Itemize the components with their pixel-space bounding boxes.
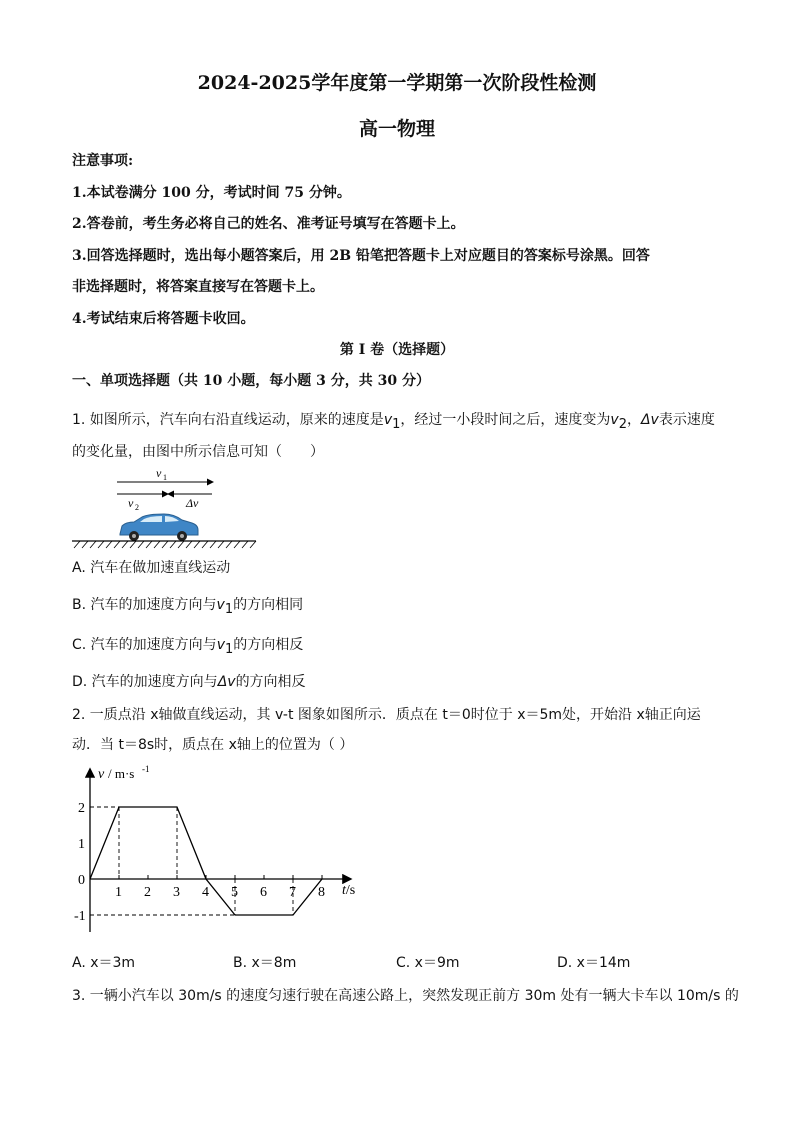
- fig-v1-label: v: [156, 466, 162, 480]
- x-tick-label: 1: [115, 885, 122, 900]
- q2-option-d[interactable]: D. x＝14m: [557, 955, 631, 971]
- q2-option-a[interactable]: A. x＝3m: [72, 955, 136, 971]
- y-axis-label: v: [98, 767, 105, 782]
- part-title: 第 I 卷（选择题）: [339, 342, 455, 358]
- exam-title: 2024-2025学年度第一学期第一次阶段性检测: [197, 72, 597, 94]
- fig-v2-label: v: [128, 496, 134, 510]
- subject-title: 高一物理: [358, 118, 435, 140]
- q1-option-a[interactable]: A. 汽车在做加速直线运动: [72, 560, 231, 576]
- fig-v1-sub: 1: [163, 473, 167, 482]
- note-item: 1.本试卷满分 100 分，考试时间 75 分钟。: [72, 185, 351, 201]
- q2-vt-chart: [70, 760, 370, 940]
- q2-option-c[interactable]: C. x＝9m: [396, 955, 460, 971]
- q3-stem-line1: 3. 一辆小汽车以 30m/s 的速度匀速行驶在高速公路上，突然发现正前方 30m 处有一辆大卡车以 10m/s 的: [72, 988, 739, 1004]
- x-tick-label: 2: [144, 885, 151, 900]
- q2-stem-line2: 动．当 t＝8s时，质点在 x轴上的位置为（ ）: [72, 737, 354, 753]
- q1-option-c[interactable]: C. 汽车的加速度方向与$v_1$的方向相反: [72, 637, 304, 657]
- y-axis-unit-exp: -1: [142, 764, 150, 774]
- y-tick-label: 2: [78, 801, 85, 816]
- x-axis-label: t/s: [342, 883, 356, 898]
- note-item: 非选择题时，将答案直接写在答题卡上。: [72, 279, 324, 295]
- notes-heading: 注意事项:: [72, 153, 134, 169]
- x-tick-label: 8: [318, 885, 325, 900]
- note-item: 3.回答选择题时，选出每小题答案后，用 2B 铅笔把答题卡上对应题目的答案标号涂黑。回答: [72, 248, 650, 264]
- x-tick-label: 7: [289, 885, 296, 900]
- x-tick-label: 4: [202, 885, 209, 900]
- note-item: 4.考试结束后将答题卡收回。: [72, 311, 255, 327]
- q2-option-b[interactable]: B. x＝8m: [233, 955, 297, 971]
- fig-dv-label: Δv: [186, 496, 199, 510]
- note-item: 2.答卷前，考生务必将自己的姓名、准考证号填写在答题卡上。: [72, 216, 465, 232]
- car-icon: [120, 514, 198, 541]
- fig-v2-sub: 2: [135, 503, 139, 512]
- x-tick-label: 5: [231, 885, 238, 900]
- section-title: 一、单项选择题（共 10 小题，每小题 3 分，共 30 分）: [72, 373, 430, 389]
- q1-option-b[interactable]: B. 汽车的加速度方向与$v_1$的方向相同: [72, 597, 304, 617]
- x-tick-label: 6: [260, 885, 267, 900]
- y-axis-unit: / m·s: [108, 766, 135, 781]
- q2-stem-line1: 2. 一质点沿 x轴做直线运动，其 v-t 图象如图所示．质点在 t＝0时位于 x＝5m处，开始沿 x轴正向运: [72, 707, 701, 723]
- y-tick-label: 0: [78, 873, 85, 888]
- y-tick-label: -1: [74, 909, 86, 924]
- x-tick-label: 3: [173, 885, 180, 900]
- y-tick-label: 1: [78, 837, 85, 852]
- q1-figure: [72, 462, 262, 552]
- q1-option-d[interactable]: D. 汽车的加速度方向与Δv的方向相反: [72, 674, 306, 690]
- q1-stem-line2: 的变化量，由图中所示信息可知（ ）: [72, 444, 324, 460]
- q1-stem-line1: 1. 如图所示，汽车向右沿直线运动，原来的速度是$v_1$，经过一小段时间之后，速度变为$v_2$，Δv表示速度: [72, 412, 715, 432]
